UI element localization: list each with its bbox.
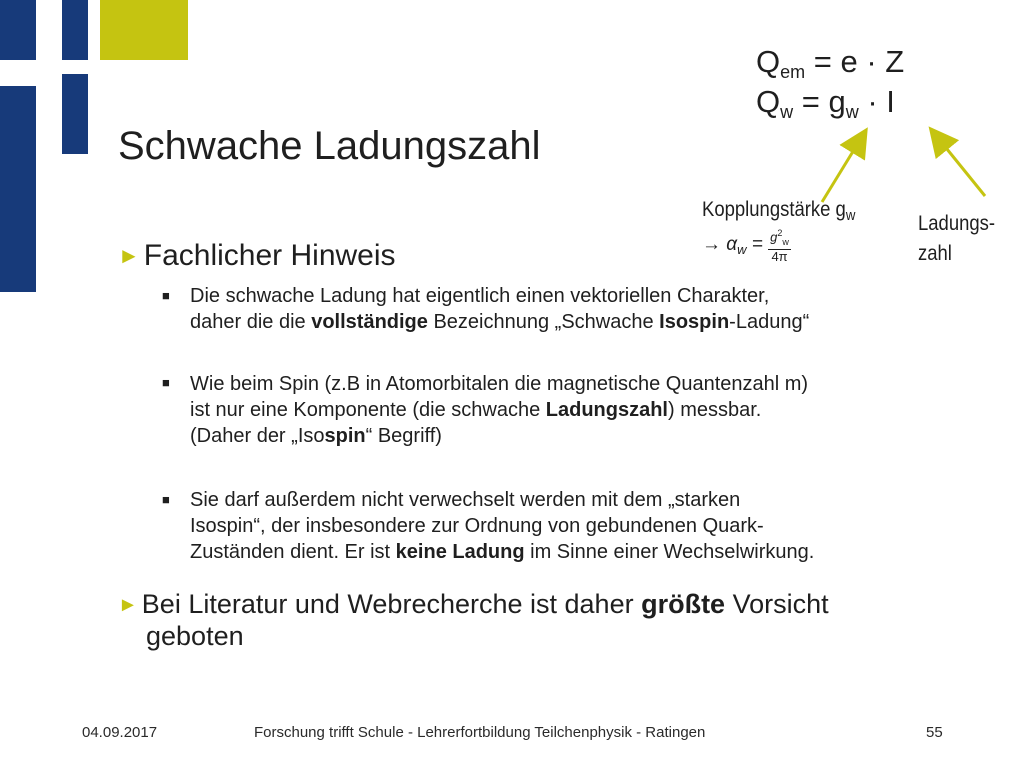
section-heading-literatur-line-2: geboten (146, 621, 244, 651)
arrow-to-gw (822, 140, 860, 202)
bullet-3-line-1: Sie darf außerdem nicht verwechselt werden mit dem „starken (190, 489, 741, 511)
alpha-formula: → $\alpha_w$ = $\frac{g^2_w}{4\pi}$ (702, 228, 789, 264)
triangle-marker-icon: ► (118, 594, 138, 616)
section-heading-fachlicher-hinweis: ► Fachlicher Hinweis (118, 239, 396, 272)
bullet-3-line-2: Isospin“, der insbesondere zur Ordnung von gebundenen Quark- (190, 515, 764, 537)
bullet-2-line-3: (Daher der „Isospin“ Begriff) (190, 425, 442, 447)
coupling-strength-label: Kopplungstärke gw (702, 198, 856, 224)
ladungs-label: Ladungs- (918, 212, 996, 235)
slide-title: Schwache Ladungszahl (118, 124, 541, 168)
formula-qw: $Q_w = g_w \cdot I$ (756, 84, 895, 122)
bullet-3-line-3: Zuständen dient. Er ist keine Ladung im Sinne einer Wechselwirkung. (190, 541, 815, 563)
section-heading-literatur: ► Bei Literatur und Webrecherche ist daher größte Vorsicht (118, 589, 829, 619)
bullet-2-line-2: ist nur eine Komponente (die schwache Ladungszahl) messbar. (190, 399, 762, 421)
square-bullet-icon: ■ (162, 375, 170, 390)
arrow-right-icon: → (702, 233, 721, 255)
footer-title: Forschung trifft Schule - Lehrerfortbildung Teilchenphysik - Ratingen (254, 724, 706, 741)
bullet-2-line-1: Wie beim Spin (z.B in Atomorbitalen die magnetische Quantenzahl m) (190, 373, 809, 395)
square-bullet-icon: ■ (162, 492, 170, 507)
triangle-marker-icon: ► (118, 243, 140, 268)
bullet-1-line-2: daher die die vollständige Bezeichnung „Schwache Isospin-Ladung“ (190, 311, 810, 333)
square-bullet-icon: ■ (162, 288, 170, 303)
alpha-fraction: $\frac{g^2_w}{4\pi}$ (770, 228, 789, 264)
footer-page-number: 55 (926, 724, 943, 741)
formula-qem: $Q_{em} = e \cdot Z$ (756, 44, 905, 82)
footer-date: 04.09.2017 (82, 724, 158, 741)
zahl-label: zahl (918, 242, 952, 265)
arrow-to-i (938, 138, 985, 196)
bullet-1-line-1: Die schwache Ladung hat eigentlich einen vektoriellen Charakter, (190, 285, 770, 307)
